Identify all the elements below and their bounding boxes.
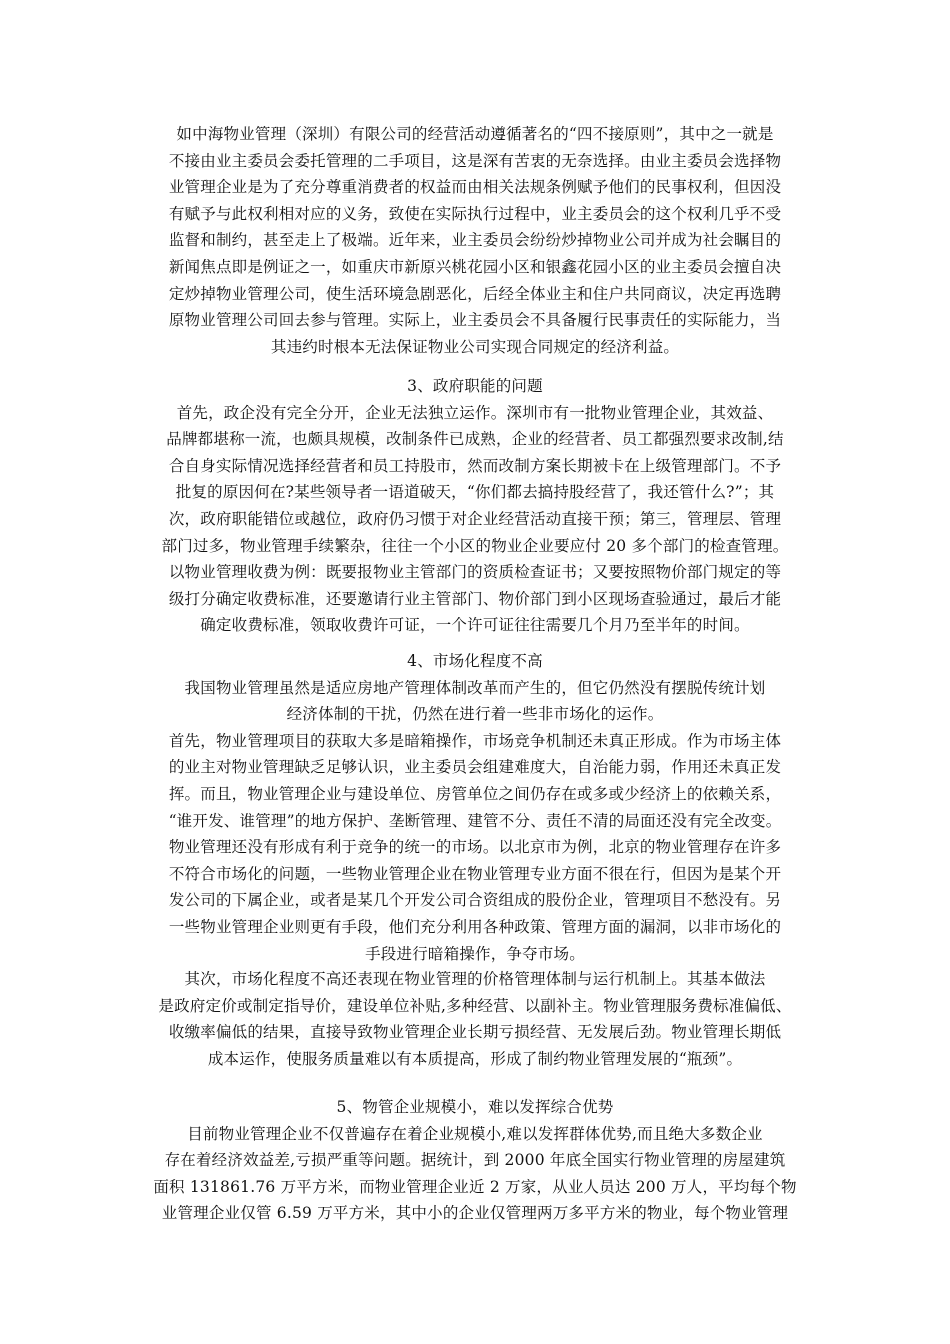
intro-paragraph (140, 121, 810, 360)
text-line: 以物业管理收费为例：既要报物业主管部门的资质检查证书；又要按照物价部门规定的等 (168, 563, 782, 582)
section-4 (140, 648, 810, 967)
text-line: 业管理企业是为了充分尊重消费者的权益而由相关法规条例赋予他们的民事权利，但因没 (168, 178, 782, 197)
text-line: 其违约时根本无法保证物业公司实现合同规定的经济利益。 (270, 337, 680, 356)
text-line: 业管理企业仅管 6.59 万平方米，其中小的企业仅管理两万多平方米的物业，每个物业管理 (161, 1204, 789, 1223)
text-line: 收缴率偏低的结果，直接导致物业管理企业长期亏损经营、无发展后劲。物业管理长期低 (168, 1023, 782, 1042)
section-3 (140, 373, 810, 639)
text-line: 如中海物业管理（深圳）有限公司的经营活动遵循著名的“四不接原则”，其中之一就是 (176, 125, 774, 143)
section-4-paragraph-2 (140, 966, 810, 1072)
text-line: 首先，政企没有完全分开，企业无法独立运作。深圳市有一批物业管理企业，其效益、 (176, 403, 774, 422)
text-line: 其次，市场化程度不高还表现在物业管理的价格管理体制与运行机制上。其基本做法 (184, 970, 766, 988)
text-line: 的业主对物业管理缺乏足够认识，业主委员会组建难度大，自治能力弱，作用还未真正发 (168, 758, 782, 777)
text-line: 手段进行暗箱操作，争夺市场。 (365, 944, 585, 963)
text-line: “谁开发、谁管理”的地方保护、垄断管理、建管不分、责任不清的局面还没有完全改变。 (168, 811, 782, 830)
text-line: 确定收费标准，领取收费许可证，一个许可证往往需要几个月乃至半年的时间。 (200, 616, 750, 635)
text-line: 物业管理还没有形成有利于竞争的统一的市场。以北京市为例，北京的物业管理存在许多 (168, 838, 782, 857)
text-line: 部门过多，物业管理手续繁杂，往往一个小区的物业企业要应付 20 多个部门的检查管理。 (161, 536, 789, 555)
text-line: 不符合市场化的问题，一些物业管理企业在物业管理专业方面不很在行，但因为是某个开 (168, 864, 782, 883)
text-line: 发公司的下属企业，或者是某几个开发公司合资组成的股份企业，管理项目不愁没有。另 (168, 891, 782, 910)
section-5-heading: 5、物管企业规模小，难以发挥综合优势 (336, 1098, 614, 1116)
section-3-heading: 3、政府职能的问题 (407, 377, 543, 395)
text-line: 次，政府职能错位或越位，政府仍习惯于对企业经营活动直接干预；第三，管理层、管理 (168, 509, 782, 528)
text-line: 目前物业管理企业不仅普遍存在着企业规模小,难以发挥群体优势,而且绝大多数企业 (187, 1124, 763, 1143)
text-line: 经济体制的干扰，仍然在进行着一些非市场化的运作。 (286, 705, 664, 724)
text-line: 新闻焦点即是例证之一，如重庆市新原兴桃花园小区和银鑫花园小区的业主委员会擅自决 (168, 257, 782, 276)
section-5 (140, 1094, 810, 1227)
text-line: 级打分确定收费标准，还要邀请行业主管部门、物价部门到小区现场查验通过，最后才能 (168, 589, 782, 608)
text-line: 监督和制约，甚至走上了极端。近年来，业主委员会纷纷炒掉物业公司并成为社会瞩目的 (168, 231, 782, 250)
text-line: 是政府定价或制定指导价，建设单位补贴,多种经营、以副补主。物业管理服务费标准偏低、 (158, 996, 792, 1015)
text-line: 存在着经济效益差,亏损严重等问题。据统计，到 2000 年底全国实行物业管理的房屋建筑 (164, 1151, 786, 1170)
text-line: 有赋予与此权利相对应的义务，致使在实际执行过程中，业主委员会的这个权利几乎不受 (168, 204, 782, 223)
text-line: 一些物业管理企业则更有手段，他们充分利用各种政策、管理方面的漏洞，以非市场化的 (168, 917, 782, 936)
text-line: 定炒掉物业管理公司，使生活环境急剧恶化，后经全体业主和住户共同商议，决定再选聘 (168, 284, 782, 303)
text-line: 成本运作，使服务质量难以有本质提高，形成了制约物业管理发展的“瓶颈”。 (207, 1049, 743, 1068)
section-4-heading: 4、市场化程度不高 (407, 652, 543, 670)
text-line: 首先，物业管理项目的获取大多是暗箱操作，市场竞争机制还未真正形成。作为市场主体 (168, 731, 782, 750)
text-line: 挥。而且，物业管理企业与建设单位、房管单位之间仍存在或多或少经济上的依赖关系， (168, 784, 782, 803)
text-line: 面积 131861.76 万平方米，而物业管理企业近 2 万家，从业人员达 200 万人，平均每个物 (153, 1177, 797, 1196)
text-line: 品牌都堪称一流，也颇具规模，改制条件已成熟，企业的经营者、员工都强烈要求改制,结 (166, 430, 784, 449)
text-line: 批复的原因何在?某些领导者一语道破天，“你们都去搞持股经营了，我还管什么?”；其 (175, 483, 775, 502)
text-line: 我国物业管理虽然是适应房地产管理体制改革而产生的，但它仍然没有摆脱传统计划 (184, 678, 766, 697)
text-line: 不接由业主委员会委托管理的二手项目，这是深有苦衷的无奈选择。由业主委员会选择物 (168, 151, 782, 170)
text-line: 原物业管理公司回去参与管理。实际上，业主委员会不具备履行民事责任的实际能力，当 (168, 311, 782, 330)
text-line: 合自身实际情况选择经营者和员工持股市，然而改制方案长期被卡在上级管理部门。不予 (168, 456, 782, 475)
